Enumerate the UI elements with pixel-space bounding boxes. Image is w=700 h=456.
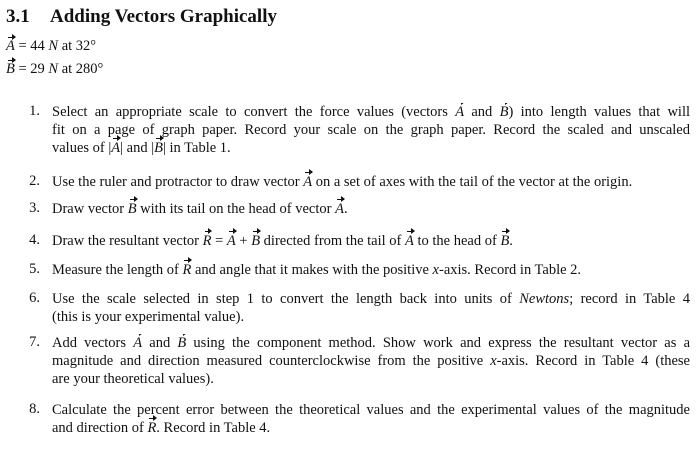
instruction-item [22, 401, 690, 437]
instruction-item [22, 290, 690, 326]
item-text [52, 290, 690, 326]
vector-symbol: A [335, 201, 344, 217]
section-title: Adding Vectors Graphically [50, 6, 277, 27]
vector-symbol: B [177, 335, 187, 351]
vector-symbol: A [226, 233, 236, 249]
vector-symbol: A [303, 174, 313, 190]
text-run: | in Table 1. [163, 140, 231, 156]
italic-text: x [432, 262, 439, 278]
text-run: and [464, 104, 500, 120]
text-run: = [211, 233, 227, 249]
item-text [52, 401, 690, 437]
given-vector-a [6, 38, 96, 55]
item-number: 6. [29, 290, 40, 306]
item-text [52, 173, 690, 191]
text-run: | and | [120, 140, 155, 156]
text-run: Add vectors [52, 335, 134, 351]
text-run: at 280° [58, 61, 104, 77]
vector-symbol: A [6, 38, 15, 54]
text-run: (this is your experimental value). [52, 309, 245, 325]
text-line [52, 173, 690, 191]
vector-symbol: A [111, 140, 121, 156]
section-number: 3.1 [6, 6, 30, 27]
item-number: 7. [29, 334, 40, 350]
text-run: Select an appropriate scale to convert the force values (vectors [52, 104, 456, 120]
text-line [52, 261, 690, 279]
item-number: 8. [29, 401, 40, 417]
item-number: 3. [29, 200, 40, 216]
item-number: 1. [29, 103, 40, 119]
item-text [52, 103, 690, 157]
text-line [52, 308, 690, 326]
instruction-item [22, 334, 690, 388]
text-run: at 32° [58, 38, 97, 54]
instruction-item [22, 103, 690, 157]
italic-text: Newtons [519, 291, 570, 307]
text-run: . [343, 201, 348, 217]
text-run: Use the scale selected in step 1 to convert the length back into units of [52, 291, 520, 307]
text-line [52, 121, 690, 139]
vector-symbol: R [182, 262, 192, 278]
vector-symbol: B [500, 233, 510, 249]
item-number: 2. [29, 173, 40, 189]
text-line [52, 290, 690, 308]
text-run: directed from the tail of [260, 233, 405, 249]
italic-text: N [48, 61, 59, 77]
text-line [52, 352, 690, 370]
text-line [52, 232, 690, 250]
text-run: . Record in Table 4. [156, 420, 271, 436]
text-line [52, 370, 690, 388]
item-number: 5. [29, 261, 40, 277]
item-text [52, 200, 690, 218]
text-run: values of | [52, 140, 112, 156]
vector-symbol: R [147, 420, 157, 436]
italic-text: N [48, 38, 59, 54]
text-run: and [142, 335, 178, 351]
instruction-item [22, 261, 690, 279]
italic-text: x [490, 353, 497, 369]
text-run: . [509, 233, 513, 249]
text-run: fit on a page of graph paper. Record your scale on the graph paper. Record the scaled and unscaled [52, 122, 690, 138]
vector-symbol: A [455, 104, 465, 120]
text-run: -axis. Record in Table 4 (these [496, 353, 690, 369]
text-run: on a set of axes with the tail of the vector at the origin. [312, 174, 633, 190]
text-run: + [235, 233, 252, 249]
text-line [52, 200, 690, 218]
given-vector-b [6, 61, 103, 78]
text-line [52, 419, 690, 437]
vector-symbol: B [6, 61, 15, 77]
text-run: Draw the resultant vector [52, 233, 203, 249]
text-run: ) into length values that will [508, 104, 690, 120]
text-run: using the component method. Show work and express the resultant vector as a [186, 335, 690, 351]
vector-symbol: A [133, 335, 143, 351]
text-run: to the head of [413, 233, 501, 249]
instruction-item [22, 232, 690, 250]
item-text [52, 232, 690, 250]
text-run: -axis. Record in Table 2. [438, 262, 582, 278]
text-run: ; record in Table 4 [569, 291, 690, 307]
text-run: magnitude and direction measured counterclockwise from the positive [52, 353, 491, 369]
text-run: and direction of [52, 420, 148, 436]
vector-symbol: B [127, 201, 137, 217]
item-number: 4. [29, 232, 40, 248]
vector-symbol: A [405, 233, 414, 249]
text-run: and angle that it makes with the positive [191, 262, 433, 278]
vector-symbol: R [202, 233, 212, 249]
item-text [52, 334, 690, 388]
text-run: with its tail on the head of vector [136, 201, 336, 217]
text-run: Draw vector [52, 201, 128, 217]
text-line [52, 139, 690, 157]
item-text [52, 261, 690, 279]
text-run: Measure the length of [52, 262, 183, 278]
vector-symbol: B [499, 104, 509, 120]
text-run: Calculate the percent error between the theoretical values and the experimental values of the magnitude [52, 402, 690, 418]
text-run: Use the ruler and protractor to draw vector [52, 174, 304, 190]
vector-symbol: B [251, 233, 261, 249]
instruction-item [22, 173, 690, 191]
text-line [52, 401, 690, 419]
instruction-item [22, 200, 690, 218]
vector-symbol: B [154, 140, 163, 156]
text-line [52, 103, 690, 121]
text-run: = 44 [14, 38, 49, 54]
section-heading [6, 6, 277, 28]
text-run: are your theoretical values). [52, 371, 214, 387]
text-run: = 29 [14, 61, 49, 77]
text-line [52, 334, 690, 352]
